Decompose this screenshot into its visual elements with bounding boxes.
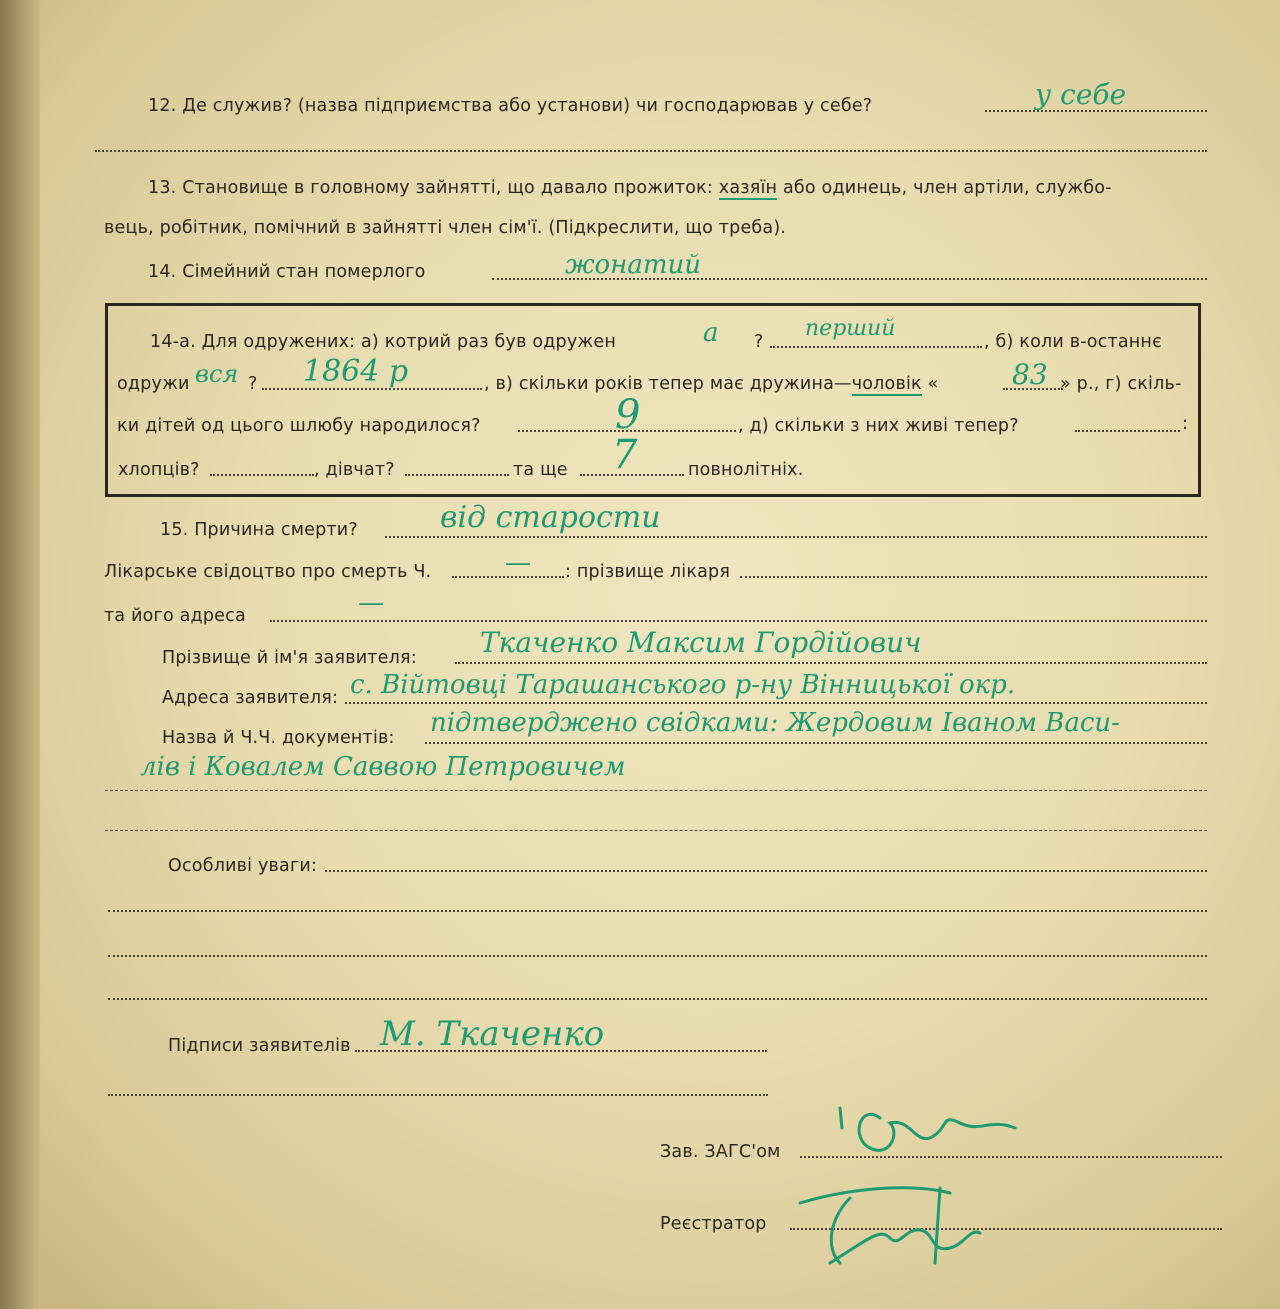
q14a-l2-question: ? bbox=[248, 374, 258, 394]
q12-answer: у себе bbox=[1035, 78, 1127, 111]
q14a-l1-dotted bbox=[770, 346, 982, 348]
q14a-l2-start: одружи bbox=[117, 374, 190, 394]
q15-answer: від старости bbox=[440, 500, 661, 535]
medical-cert-no: — bbox=[505, 548, 531, 578]
registrar-label: Реєстратор bbox=[660, 1214, 767, 1234]
q14a-l3-text: ки дітей од цього шлюбу народилося? bbox=[117, 416, 481, 436]
q14a-l3-answer: 9 bbox=[615, 392, 641, 438]
q14-label: 14. Сімейний стан померлого bbox=[148, 262, 426, 282]
notes-label: Особливі уваги: bbox=[168, 856, 318, 876]
q15-dotted-line bbox=[385, 536, 1207, 538]
q14a-l3-end: : bbox=[1182, 414, 1189, 434]
medical-address-dotted bbox=[270, 620, 1207, 622]
applicant-docs-label: Назва й Ч.Ч. документів: bbox=[162, 728, 395, 748]
q14a-l2-answer: 1864 р bbox=[303, 354, 409, 389]
head-registry-signature bbox=[820, 1098, 1020, 1168]
q14a-l2-text bbox=[484, 374, 938, 394]
applicant-address-dotted bbox=[345, 702, 1207, 704]
applicant-name-value: Ткаченко Максим Гордійович bbox=[480, 626, 922, 659]
q14a-l4-girls: , дівчат? bbox=[314, 460, 395, 480]
q14a-l2-quote-open: « bbox=[921, 374, 939, 394]
medical-address-value: — bbox=[358, 588, 384, 618]
medical-label: Лікарське свідоцтво про смерть Ч. bbox=[104, 562, 432, 582]
q14a-l1-mark: а bbox=[703, 318, 719, 348]
q14a-l4-dotted-1 bbox=[210, 474, 314, 476]
applicant-name-dotted bbox=[455, 662, 1207, 664]
registrar-signature bbox=[790, 1168, 1000, 1278]
notes-dotted-3 bbox=[108, 955, 1207, 957]
q14a-l2-selected: чоловік bbox=[851, 374, 922, 394]
q14a-l3-rest: , д) скільки з них живі тепер? bbox=[738, 416, 1019, 436]
q14a-l4-answer: 7 bbox=[612, 432, 638, 478]
q14a-l2-middle: , в) скільки років тепер має дружина— bbox=[484, 374, 852, 394]
applicant-docs-value-2: лів і Ковалем Саввою Петровичем bbox=[140, 752, 626, 782]
q14a-l1-question: ? bbox=[754, 332, 764, 352]
q14a-l1-answer: перший bbox=[805, 316, 896, 341]
q14a-line1 bbox=[150, 332, 616, 352]
notes-dotted-2 bbox=[108, 910, 1207, 912]
q12-dotted-line-2 bbox=[95, 150, 1207, 152]
applicant-address-value: с. Війтовці Тарашанського р-ну Вінницької окр. bbox=[350, 670, 1016, 700]
q14a-l4-adults: повнолітніх. bbox=[688, 460, 804, 480]
page-edge-shadow bbox=[0, 0, 40, 1309]
q13-line1 bbox=[148, 178, 1112, 198]
q14a-l3-dotted-2 bbox=[1075, 430, 1180, 432]
applicant-address-label: Адреса заявителя: bbox=[162, 688, 339, 708]
applicant-docs-line-3 bbox=[105, 830, 1207, 831]
q14a-l4-boys: хлопців? bbox=[118, 460, 200, 480]
applicant-name-label: Прізвище й ім'я заявителя: bbox=[162, 648, 417, 668]
q14a-l1-text: 14-а. Для одружених: а) котрий раз був одружен bbox=[150, 332, 616, 352]
applicant-docs-dotted bbox=[425, 742, 1207, 744]
q14-answer: жонатий bbox=[565, 250, 701, 280]
medical-doctor-label: : прізвище лікаря bbox=[565, 562, 731, 582]
applicant-docs-value-1: підтверджено свідками: Жердовим Іваном Васи- bbox=[430, 708, 1120, 738]
q13-selected-option: хазяїн bbox=[718, 178, 778, 198]
signatures-value: М. Ткаченко bbox=[380, 1014, 605, 1054]
q14a-l2-suffix: вся bbox=[195, 360, 239, 388]
q13-line1-rest: або одинець, член артіли, службо- bbox=[777, 178, 1112, 198]
q12-label: 12. Де служив? (назва підприємства або установи) чи господарював у себе? bbox=[148, 96, 873, 116]
notes-dotted-1 bbox=[325, 870, 1207, 872]
head-registry-label: Зав. ЗАГС'ом bbox=[660, 1142, 781, 1162]
q14a-l4-more: та ще bbox=[513, 460, 568, 480]
applicant-docs-line-2 bbox=[105, 790, 1207, 791]
medical-doctor-dotted bbox=[740, 576, 1207, 578]
q14a-l2-end: » р., г) скіль- bbox=[1060, 374, 1182, 394]
q14a-l4-dotted-2 bbox=[405, 474, 509, 476]
q14a-l2-age: 83 bbox=[1012, 358, 1048, 391]
signatures-dotted-2 bbox=[108, 1094, 768, 1096]
q13-line2: вець, робітник, помічний в зайнятті член сім'ї. (Підкреслити, що треба). bbox=[104, 218, 787, 238]
q15-label: 15. Причина смерти? bbox=[160, 520, 358, 540]
q14a-l1-rest: , б) коли в-останнє bbox=[984, 332, 1162, 352]
medical-address-label: та його адреса bbox=[104, 606, 246, 626]
signatures-label: Підписи заявителів bbox=[168, 1036, 351, 1056]
notes-dotted-4 bbox=[108, 998, 1207, 1000]
q13-line1-text: 13. Становище в головному зайнятті, що давало прожиток: bbox=[148, 178, 719, 198]
